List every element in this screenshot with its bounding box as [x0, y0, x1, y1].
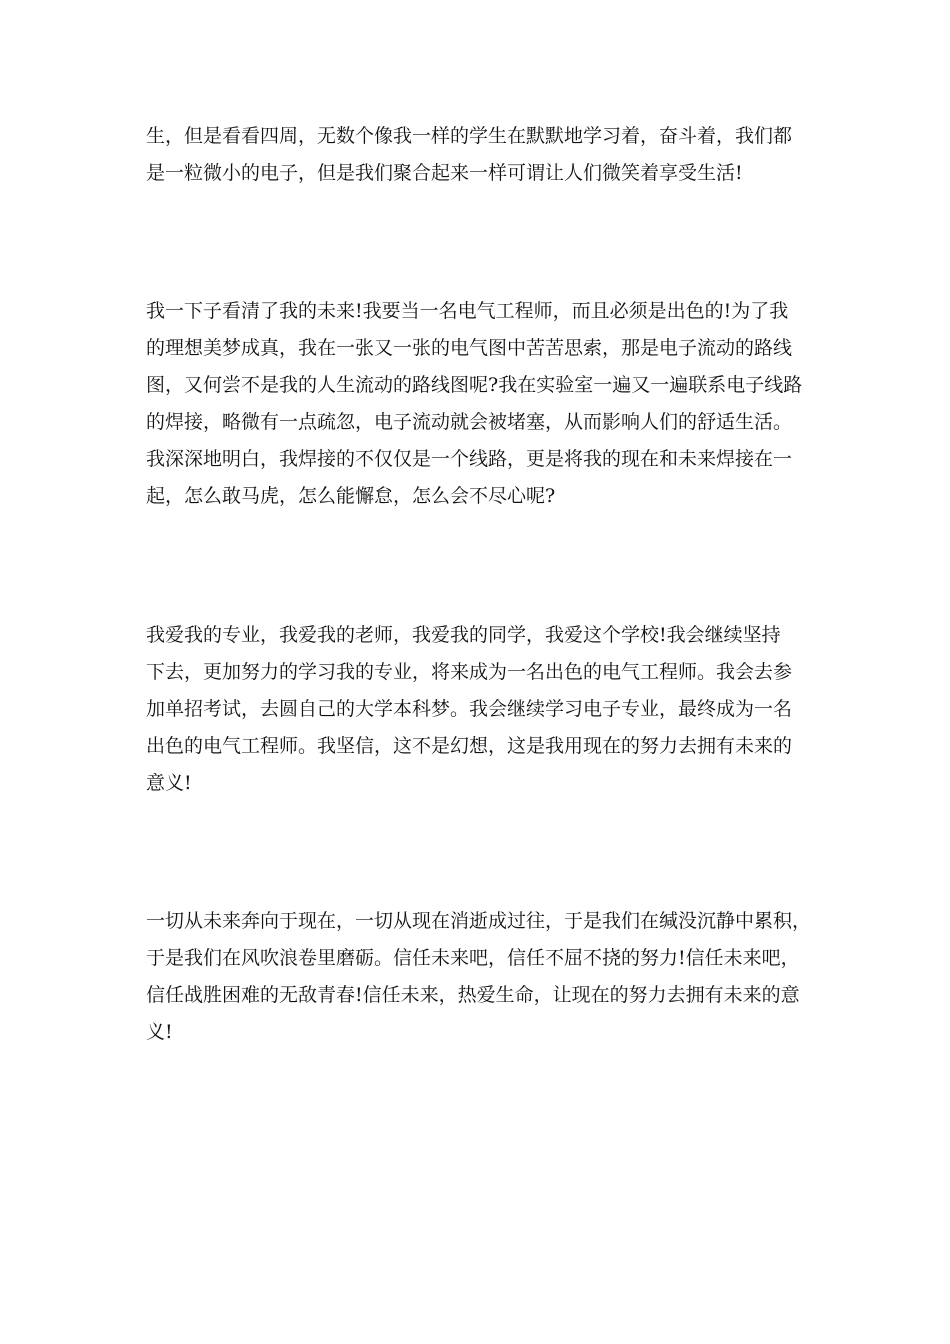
text-line: 意义! — [146, 772, 192, 794]
paragraph-2 — [146, 293, 802, 515]
text-line: 起，怎么敢马虎，怎么能懈怠，怎么会不尽心呢? — [146, 485, 556, 507]
text-line: 下去，更加努力的学习我的专业，将来成为一名出色的电气工程师。我会去参 — [146, 661, 793, 683]
text-line: 的理想美梦成真，我在一张又一张的电气图中苦苦思索，那是电子流动的路线 — [146, 337, 793, 359]
text-line: 加单招考试，去圆自己的大学本科梦。我会继续学习电子专业，最终成为一名 — [146, 698, 793, 720]
text-line: 是一粒微小的电子，但是我们聚合起来一样可谓让人们微笑着享受生活! — [146, 162, 743, 184]
text-line: 一切从未来奔向于现在，一切从现在消逝成过往，于是我们在缄没沉静中累积， — [146, 910, 812, 932]
text-line: 出色的电气工程师。我坚信，这不是幻想，这是我用现在的努力去拥有未来的 — [146, 735, 793, 757]
text-line: 义! — [146, 1021, 173, 1043]
text-line: 我爱我的专业，我爱我的老师，我爱我的同学，我爱这个学校!我会继续坚持 — [146, 624, 781, 646]
text-line: 我一下子看清了我的未来!我要当一名电气工程师，而且必须是出色的!为了我 — [146, 300, 789, 322]
paragraph-1 — [146, 118, 792, 192]
paragraph-4 — [146, 903, 811, 1051]
text-line: 图，又何尝不是我的人生流动的路线图呢?我在实验室一遍又一遍联系电子线路 — [146, 374, 803, 396]
text-line: 的焊接，略微有一点疏忽，电子流动就会被堵塞，从而影响人们的舒适生活。 — [146, 411, 793, 433]
text-line: 生，但是看看四周，无数个像我一样的学生在默默地学习着，奋斗着，我们都 — [146, 125, 793, 147]
text-line: 于是我们在风吹浪卷里磨砺。信任未来吧，信任不屈不挠的努力!信任未来吧， — [146, 947, 800, 969]
text-line: 我深深地明白，我焊接的不仅仅是一个线路，更是将我的现在和未来焊接在一 — [146, 448, 793, 470]
paragraph-3 — [146, 617, 792, 802]
text-line: 信任战胜困难的无敌青春!信任未来，热爱生命，让现在的努力去拥有未来的意 — [146, 984, 800, 1006]
